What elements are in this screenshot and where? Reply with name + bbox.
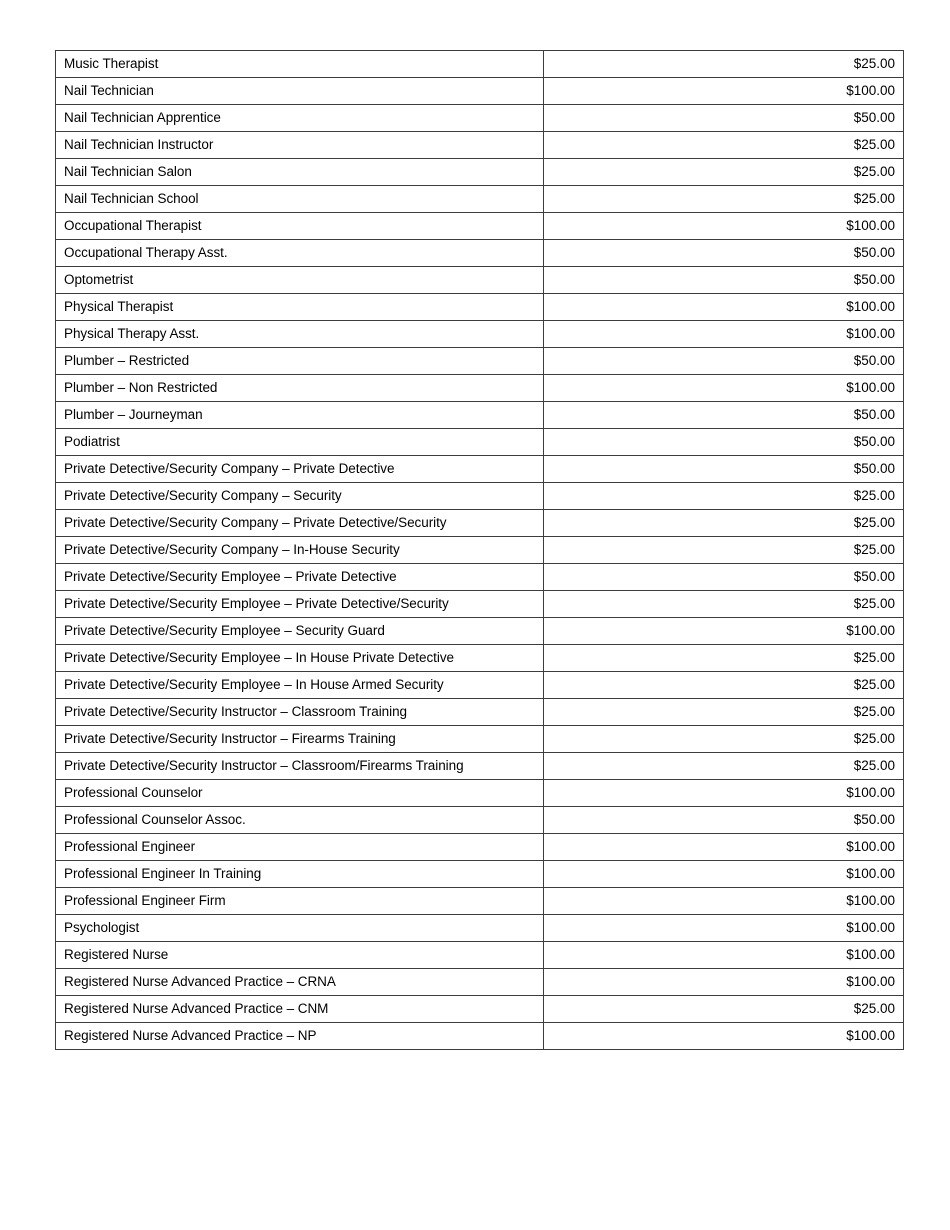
service-name-cell: Private Detective/Security Company – In-House Security: [56, 537, 544, 564]
table-row: [56, 51, 904, 78]
table-row: [56, 834, 904, 861]
fee-amount-cell: $25.00: [544, 510, 904, 537]
fee-amount-cell: $50.00: [544, 105, 904, 132]
fee-amount-cell: $25.00: [544, 132, 904, 159]
fee-amount-cell: $25.00: [544, 483, 904, 510]
service-name-cell: Music Therapist: [56, 51, 544, 78]
fee-amount-cell: $50.00: [544, 807, 904, 834]
service-name-cell: Nail Technician Salon: [56, 159, 544, 186]
fee-amount-cell: $25.00: [544, 699, 904, 726]
service-name-cell: Occupational Therapist: [56, 213, 544, 240]
table-row: [56, 996, 904, 1023]
fee-amount-cell: $25.00: [544, 672, 904, 699]
table-row: [56, 591, 904, 618]
table-row: [56, 105, 904, 132]
fee-amount-cell: $100.00: [544, 861, 904, 888]
fee-amount-cell: $25.00: [544, 159, 904, 186]
table-row: [56, 375, 904, 402]
table-row: [56, 186, 904, 213]
table-row: [56, 969, 904, 996]
fee-amount-cell: $100.00: [544, 321, 904, 348]
fee-amount-cell: $50.00: [544, 456, 904, 483]
fee-amount-cell: $25.00: [544, 726, 904, 753]
fee-amount-cell: $50.00: [544, 267, 904, 294]
table-row: [56, 780, 904, 807]
table-row: [56, 240, 904, 267]
service-name-cell: Professional Engineer In Training: [56, 861, 544, 888]
service-name-cell: Professional Engineer Firm: [56, 888, 544, 915]
service-name-cell: Occupational Therapy Asst.: [56, 240, 544, 267]
service-name-cell: Registered Nurse Advanced Practice – NP: [56, 1023, 544, 1050]
service-name-cell: Private Detective/Security Instructor – Firearms Training: [56, 726, 544, 753]
table-row: [56, 429, 904, 456]
service-name-cell: Physical Therapist: [56, 294, 544, 321]
table-row: [56, 456, 904, 483]
service-name-cell: Private Detective/Security Employee – Security Guard: [56, 618, 544, 645]
service-name-cell: Professional Counselor Assoc.: [56, 807, 544, 834]
table-row: [56, 402, 904, 429]
fee-amount-cell: $100.00: [544, 969, 904, 996]
fee-amount-cell: $100.00: [544, 618, 904, 645]
service-name-cell: Private Detective/Security Company – Private Detective: [56, 456, 544, 483]
service-name-cell: Private Detective/Security Employee – In House Armed Security: [56, 672, 544, 699]
table-row: [56, 861, 904, 888]
fee-amount-cell: $100.00: [544, 834, 904, 861]
table-row: [56, 348, 904, 375]
table-row: [56, 132, 904, 159]
table-row: [56, 618, 904, 645]
table-row: [56, 1023, 904, 1050]
fee-amount-cell: $100.00: [544, 888, 904, 915]
fee-table-body: [56, 51, 904, 1050]
fee-amount-cell: $100.00: [544, 294, 904, 321]
fee-amount-cell: $50.00: [544, 402, 904, 429]
service-name-cell: Plumber – Journeyman: [56, 402, 544, 429]
table-row: [56, 915, 904, 942]
table-row: [56, 213, 904, 240]
fee-schedule-table: [55, 50, 904, 1050]
service-name-cell: Professional Counselor: [56, 780, 544, 807]
service-name-cell: Physical Therapy Asst.: [56, 321, 544, 348]
service-name-cell: Professional Engineer: [56, 834, 544, 861]
service-name-cell: Nail Technician Apprentice: [56, 105, 544, 132]
service-name-cell: Registered Nurse: [56, 942, 544, 969]
fee-amount-cell: $100.00: [544, 78, 904, 105]
table-row: [56, 510, 904, 537]
service-name-cell: Nail Technician School: [56, 186, 544, 213]
service-name-cell: Private Detective/Security Instructor – Classroom Training: [56, 699, 544, 726]
fee-amount-cell: $100.00: [544, 915, 904, 942]
service-name-cell: Private Detective/Security Instructor – Classroom/Firearms Training: [56, 753, 544, 780]
fee-amount-cell: $25.00: [544, 51, 904, 78]
service-name-cell: Registered Nurse Advanced Practice – CNM: [56, 996, 544, 1023]
fee-amount-cell: $100.00: [544, 213, 904, 240]
table-row: [56, 942, 904, 969]
fee-amount-cell: $25.00: [544, 591, 904, 618]
service-name-cell: Registered Nurse Advanced Practice – CRNA: [56, 969, 544, 996]
table-row: [56, 645, 904, 672]
table-row: [56, 78, 904, 105]
fee-amount-cell: $50.00: [544, 429, 904, 456]
fee-amount-cell: $25.00: [544, 753, 904, 780]
table-row: [56, 753, 904, 780]
table-row: [56, 888, 904, 915]
service-name-cell: Private Detective/Security Company – Security: [56, 483, 544, 510]
service-name-cell: Plumber – Non Restricted: [56, 375, 544, 402]
service-name-cell: Optometrist: [56, 267, 544, 294]
table-row: [56, 699, 904, 726]
table-row: [56, 807, 904, 834]
service-name-cell: Private Detective/Security Employee – Private Detective: [56, 564, 544, 591]
table-row: [56, 483, 904, 510]
service-name-cell: Nail Technician: [56, 78, 544, 105]
fee-amount-cell: $25.00: [544, 996, 904, 1023]
fee-amount-cell: $50.00: [544, 564, 904, 591]
fee-amount-cell: $50.00: [544, 240, 904, 267]
fee-amount-cell: $100.00: [544, 1023, 904, 1050]
service-name-cell: Psychologist: [56, 915, 544, 942]
fee-amount-cell: $100.00: [544, 780, 904, 807]
fee-amount-cell: $25.00: [544, 537, 904, 564]
fee-amount-cell: $100.00: [544, 942, 904, 969]
table-row: [56, 294, 904, 321]
service-name-cell: Podiatrist: [56, 429, 544, 456]
fee-amount-cell: $25.00: [544, 186, 904, 213]
fee-table-container: [55, 50, 903, 1050]
service-name-cell: Plumber – Restricted: [56, 348, 544, 375]
service-name-cell: Private Detective/Security Employee – In House Private Detective: [56, 645, 544, 672]
fee-amount-cell: $100.00: [544, 375, 904, 402]
service-name-cell: Nail Technician Instructor: [56, 132, 544, 159]
table-row: [56, 564, 904, 591]
fee-amount-cell: $25.00: [544, 645, 904, 672]
table-row: [56, 672, 904, 699]
table-row: [56, 537, 904, 564]
service-name-cell: Private Detective/Security Company – Private Detective/Security: [56, 510, 544, 537]
table-row: [56, 267, 904, 294]
fee-amount-cell: $50.00: [544, 348, 904, 375]
service-name-cell: Private Detective/Security Employee – Private Detective/Security: [56, 591, 544, 618]
table-row: [56, 726, 904, 753]
table-row: [56, 321, 904, 348]
table-row: [56, 159, 904, 186]
